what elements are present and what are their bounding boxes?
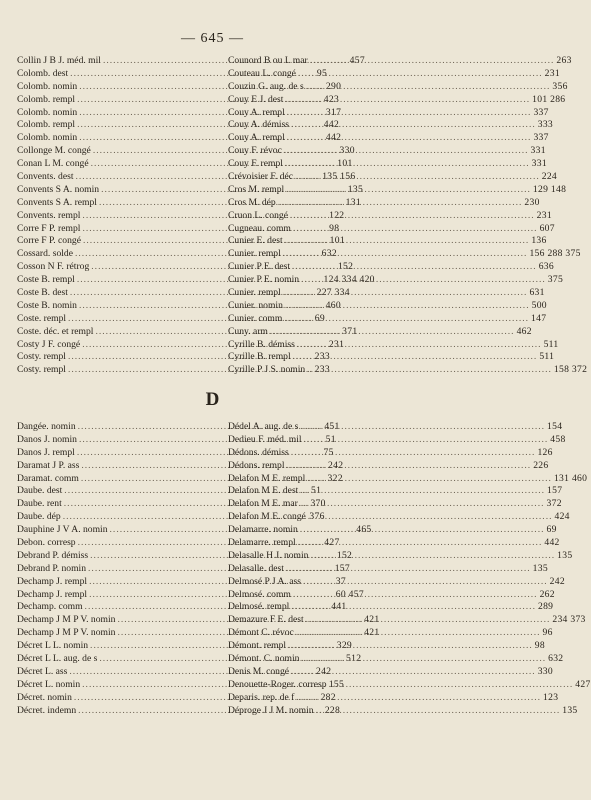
entry-page-refs: 370	[310, 498, 326, 510]
index-entry	[228, 80, 568, 94]
entry-name: Delamarre. rempl	[228, 537, 296, 549]
index-entry	[228, 274, 564, 287]
dot-leader	[296, 627, 541, 640]
index-entry	[228, 351, 555, 364]
index-entry	[228, 261, 554, 274]
entry-page-refs: 158 372	[553, 364, 588, 376]
dot-leader	[287, 107, 532, 120]
entry-page-refs: 442	[325, 132, 342, 144]
entry-page-refs: 96	[542, 627, 553, 639]
entry-name: Cyrille B. rempl	[228, 351, 291, 363]
dot-leader	[304, 434, 549, 447]
dot-leader	[285, 158, 530, 171]
entry-name: Décret. indemn	[17, 704, 77, 716]
dot-leader	[284, 313, 529, 326]
entry-name: Collonge M. congé	[17, 145, 91, 157]
entry-page-refs: 135	[532, 562, 548, 574]
entry-page-refs: 154	[547, 421, 563, 432]
index-entry	[228, 614, 586, 627]
index-entry	[228, 537, 560, 550]
entry-page-refs: 421	[364, 627, 380, 639]
index-entry	[228, 691, 559, 705]
entry-page-refs: 427	[324, 537, 340, 549]
entry-page-refs: 317	[325, 106, 342, 118]
entry-page-refs: 442	[323, 119, 340, 131]
entry-name: Cunier E. dest	[228, 235, 283, 247]
dot-leader	[288, 640, 533, 653]
index-entry	[228, 196, 540, 210]
dot-leader	[329, 679, 574, 692]
entry-page-refs: 51	[325, 433, 336, 445]
dot-leader	[287, 132, 532, 145]
dot-leader	[291, 447, 536, 460]
dot-leader	[286, 184, 531, 197]
entry-page-refs: 462	[516, 325, 532, 337]
entry-name: Crévoisier F. déc	[228, 171, 294, 183]
entry-name: Dedieu F. méd. mil	[228, 433, 302, 445]
entry-page-refs: 234 373	[552, 614, 586, 626]
index-entry	[228, 472, 588, 486]
dot-leader	[316, 705, 561, 718]
entry-page-refs: 337	[533, 132, 549, 144]
index-entry	[228, 93, 566, 107]
index-entry	[228, 421, 563, 434]
entry-page-refs: 135	[557, 549, 573, 561]
entry-name: Couy E J. dest	[228, 93, 284, 105]
entry-name: Coste. déc. et rempl	[17, 325, 94, 337]
entry-page-refs: 231	[328, 338, 345, 350]
dot-leader	[287, 460, 532, 473]
entry-name: Convents. dest	[17, 171, 74, 183]
index-entry	[228, 640, 545, 653]
index-entry	[228, 209, 552, 223]
entry-page-refs: 451	[324, 421, 340, 432]
index-column-top-right	[228, 55, 588, 377]
entry-page-refs: 37	[335, 575, 346, 587]
entry-page-refs: 101 286	[532, 93, 566, 105]
index-entry	[228, 158, 547, 171]
entry-name: Cunier P E. nomin	[228, 274, 300, 286]
entry-name: Cunier. rempl	[228, 287, 281, 299]
dot-leader	[286, 563, 531, 576]
entry-page-refs: 123	[543, 691, 559, 703]
entry-page-refs: 372	[546, 498, 562, 510]
dot-leader	[308, 511, 553, 524]
entry-page-refs: 375	[547, 274, 564, 286]
entry-name: Debon. corresp	[17, 537, 76, 549]
entry-page-refs: 511	[543, 338, 559, 350]
entry-name: Delafon M E. mar	[228, 498, 298, 510]
entry-page-refs: 329	[336, 640, 353, 652]
entry-name: Dechamp J. rempl	[17, 588, 88, 600]
entry-name: Démont. rempl	[228, 640, 287, 652]
entry-name: Delafon M E. congé	[228, 511, 306, 523]
entry-page-refs: 95	[316, 67, 328, 79]
index-entry	[228, 145, 546, 158]
entry-name: Démont. C. nomin	[228, 653, 300, 665]
dot-leader	[285, 235, 530, 248]
entry-name: Dechamp J. rempl	[17, 575, 88, 587]
entry-page-refs: 262	[539, 588, 555, 600]
dot-leader	[303, 576, 548, 589]
entry-name: Deparis. rep. de f	[228, 691, 295, 703]
index-entry	[228, 312, 547, 326]
entry-page-refs: 376	[309, 511, 325, 523]
entry-page-refs: 231	[536, 209, 552, 221]
entry-name: Costy. rempl	[17, 364, 66, 376]
index-entry	[228, 485, 563, 498]
entry-page-refs: 263	[556, 55, 572, 66]
entry-page-refs: 442	[544, 537, 560, 549]
entry-name: Daramat J P. ass	[17, 459, 80, 471]
entry-name: Décret L. ass	[17, 665, 68, 677]
entry-name: Décret L L. nomin	[17, 640, 89, 652]
dot-leader	[296, 692, 541, 705]
entry-name: Dechamp J M P V. nomin	[17, 614, 116, 626]
entry-name: Corre F P. rempl	[17, 222, 81, 234]
entry-page-refs: 101	[329, 235, 345, 247]
entry-page-refs: 124 334 420	[323, 274, 375, 286]
dot-leader	[291, 119, 536, 132]
index-entry	[228, 601, 554, 614]
dot-leader	[297, 339, 542, 352]
entry-page-refs: 632	[548, 653, 564, 665]
entry-name: Cuny. arm	[228, 325, 268, 337]
index-entry	[228, 665, 553, 679]
entry-name: Dechamp J M P V. nomin	[17, 627, 116, 639]
index-entry	[228, 524, 557, 537]
dot-leader	[291, 601, 536, 614]
entry-name: Costy. rempl	[17, 351, 66, 363]
entry-name: Delasalle. dest	[228, 562, 284, 574]
index-entry	[228, 235, 547, 248]
entry-name: Couzin G. aug. de s	[228, 80, 304, 92]
entry-name: Corre F P. congé	[17, 235, 81, 247]
dot-leader	[310, 55, 555, 68]
entry-name: Daramat. comm	[17, 472, 79, 484]
entry-name: Delamarre. nomin	[228, 524, 298, 536]
entry-name: Delafon M E. dest	[228, 485, 299, 497]
entry-name: Dauphine J V A. nomin	[17, 524, 108, 536]
index-entry	[228, 459, 549, 473]
entry-page-refs: 152	[337, 261, 354, 273]
entry-name: Danos J. nomin	[17, 433, 77, 445]
entry-name: Counord B ou I. mar	[228, 55, 308, 66]
entry-page-refs: 242	[316, 665, 332, 677]
entry-name: Delmosé P J A. ass	[228, 575, 301, 587]
entry-name: Denouette-Roger. corresp	[228, 678, 327, 690]
entry-page-refs: 337	[533, 106, 549, 118]
entry-page-refs: 157	[547, 485, 563, 497]
entry-page-refs: 511	[539, 351, 555, 363]
dot-leader	[301, 274, 546, 287]
entry-name: Danos J. rempl	[17, 446, 75, 458]
entry-page-refs: 371	[342, 325, 358, 337]
entry-name: Coste B. rempl	[17, 274, 75, 286]
entry-page-refs: 98	[329, 222, 340, 234]
entry-page-refs: 224	[541, 171, 558, 183]
dot-leader	[293, 223, 538, 236]
dot-leader	[295, 171, 540, 184]
entry-name: Colomb. rempl	[17, 93, 76, 105]
entry-name: Coste B. nomin	[17, 299, 77, 311]
entry-page-refs: 233	[314, 351, 330, 363]
entry-name: Denis M. congé	[228, 665, 290, 677]
entry-page-refs: 226	[533, 459, 549, 471]
index-entry	[228, 588, 555, 602]
dot-leader	[298, 68, 543, 81]
entry-name: Debrand P. démiss	[17, 549, 89, 561]
index-entry	[228, 575, 565, 589]
index-entry	[228, 511, 570, 524]
entry-page-refs: 465	[356, 524, 372, 536]
entry-page-refs: 69	[546, 524, 557, 536]
entry-page-refs: 122	[329, 209, 345, 221]
entry-name: Dangée. nomin	[17, 421, 76, 432]
index-entry	[228, 55, 572, 68]
dot-leader	[300, 498, 545, 511]
entry-name: Dédons. démiss	[228, 446, 289, 458]
index-entry	[228, 119, 554, 132]
entry-page-refs: 126	[537, 446, 553, 458]
entry-name: Dédel A. aug. de s	[228, 421, 299, 432]
entry-page-refs: 330	[537, 665, 553, 677]
entry-name: Colomb. nomin	[17, 132, 78, 144]
index-entry	[228, 704, 578, 718]
index-entry	[228, 653, 564, 666]
entry-name: Cunier. nomin	[228, 299, 283, 311]
index-entry	[228, 171, 558, 184]
entry-name: Colomb. nomin	[17, 106, 78, 118]
entry-name: Delmosé. comm	[228, 588, 291, 600]
entry-page-refs: 231	[544, 67, 560, 79]
dot-leader	[300, 524, 545, 537]
entry-page-refs: 441	[331, 601, 347, 613]
entry-page-refs: 242	[328, 459, 344, 471]
entry-name: Debrand P. nomin	[17, 562, 87, 574]
entry-page-refs: 135	[562, 704, 578, 716]
index-entry	[228, 364, 588, 377]
entry-page-refs: 631	[529, 287, 545, 299]
entry-page-refs: 331	[530, 145, 546, 157]
entry-page-refs: 135	[347, 183, 364, 195]
entry-name: Cruon L. congé	[228, 209, 288, 221]
dot-leader	[270, 326, 515, 339]
index-entry	[228, 67, 560, 81]
dot-leader	[285, 94, 530, 107]
index-entry	[228, 325, 532, 339]
entry-name: Cyrille B. démiss	[228, 338, 295, 350]
entry-page-refs: 75	[323, 446, 334, 458]
entry-name: Décret L L. aug. de s	[17, 653, 98, 665]
dot-leader	[300, 421, 545, 434]
entry-page-refs: 457	[349, 55, 365, 66]
entry-page-refs: 242	[549, 575, 565, 587]
entry-name: Conan L M. congé	[17, 158, 89, 170]
entry-page-refs: 500	[531, 299, 547, 311]
dot-leader	[293, 351, 538, 364]
entry-page-refs: 147	[531, 312, 547, 324]
entry-name: Coste. rempl	[17, 312, 67, 324]
index-entry	[228, 248, 581, 261]
entry-name: Collin J B J. méd. mil	[17, 55, 101, 66]
entry-name: Daube. rent	[17, 498, 62, 510]
entry-page-refs: 60 457	[335, 588, 364, 600]
entry-page-refs: 322	[327, 472, 343, 484]
entry-name: Cyrille P J S. nomin	[228, 364, 306, 376]
entry-page-refs: 512	[346, 653, 362, 665]
entry-page-refs: 331	[531, 158, 547, 170]
entry-page-refs: 152	[336, 549, 353, 561]
entry-name: Cunier. comm	[228, 312, 283, 324]
entry-page-refs: 227 334	[316, 287, 350, 299]
index-entry	[228, 549, 573, 563]
index-entry	[228, 287, 545, 300]
page-number: — 645 —	[181, 31, 244, 46]
dot-leader	[310, 550, 555, 563]
dot-leader	[301, 653, 546, 666]
entry-page-refs: 423	[323, 93, 340, 105]
dot-leader	[283, 287, 528, 300]
dot-leader	[283, 248, 528, 261]
entry-name: Couy F. révoc	[228, 145, 282, 157]
entry-name: Dédons. rempl	[228, 459, 285, 471]
entry-name: Demazure F E. dest	[228, 614, 304, 626]
entry-page-refs: 233	[314, 364, 330, 376]
entry-name: Delafon M E. rempl	[228, 472, 306, 484]
dot-leader	[306, 81, 551, 94]
entry-name: Couteau L. congé	[228, 67, 296, 79]
dot-leader	[278, 197, 523, 210]
entry-name: Cossard. solde	[17, 248, 73, 260]
index-entry	[228, 498, 562, 511]
entry-page-refs: 157	[334, 562, 350, 574]
dot-leader	[306, 614, 551, 627]
entry-name: Delmosé. rempl	[228, 601, 290, 613]
index-entry	[228, 183, 567, 197]
entry-page-refs: 289	[537, 601, 554, 613]
entry-name: Dechamp. comm	[17, 601, 83, 613]
entry-page-refs: 131 460	[553, 472, 588, 484]
entry-page-refs: 230	[524, 196, 540, 208]
entry-name: Coste B. dest	[17, 287, 68, 299]
index-entry	[228, 338, 559, 352]
entry-page-refs: 427	[575, 678, 591, 690]
dot-leader	[293, 589, 538, 602]
index-entry	[228, 446, 553, 460]
entry-page-refs: 607	[539, 222, 555, 234]
entry-name: Cunier P E. dest	[228, 261, 290, 273]
entry-page-refs: 69	[314, 312, 325, 324]
entry-name: Couy A. démiss	[228, 119, 290, 131]
entry-name: Couy A. rempl	[228, 106, 285, 118]
entry-page-refs: 424	[554, 511, 570, 523]
entry-name: Cros M. dép	[228, 196, 276, 208]
entry-name: Démont C. révoc	[228, 627, 294, 639]
entry-page-refs: 282	[320, 691, 336, 703]
entry-page-refs: 460	[325, 299, 341, 311]
entry-page-refs: 51	[310, 485, 322, 497]
index-column-d-right	[228, 421, 591, 717]
index-entry	[228, 106, 549, 120]
index-entry	[228, 299, 547, 313]
entry-name: Convents S A. rempl	[17, 196, 97, 208]
entry-name: Cunier. rempl	[228, 248, 281, 260]
entry-page-refs: 356	[552, 80, 568, 92]
entry-page-refs: 330	[339, 145, 355, 157]
entry-name: Couy A. rempl	[228, 132, 285, 144]
index-entry	[228, 678, 591, 692]
entry-name: Colomb. dest	[17, 67, 69, 79]
dot-leader	[292, 261, 537, 274]
entry-page-refs: 135 156	[322, 171, 356, 183]
section-letter-heading: D	[205, 389, 220, 410]
entry-page-refs: 101	[337, 158, 353, 170]
entry-name: Décret. nomin	[17, 691, 72, 703]
entry-name: Couy F. rempl	[228, 158, 283, 170]
dot-leader	[307, 364, 552, 377]
entry-page-refs: 421	[364, 614, 380, 626]
dot-leader	[290, 210, 535, 223]
entry-page-refs: 632	[321, 248, 337, 260]
entry-page-refs: 136	[531, 235, 547, 247]
entry-name: Convents. rempl	[17, 209, 81, 221]
entry-name: Daube. dép	[17, 511, 61, 523]
dot-leader	[285, 300, 530, 313]
index-entry	[228, 222, 555, 236]
dot-leader	[300, 485, 545, 498]
entry-page-refs: 131	[345, 196, 361, 208]
entry-name: Colomb. nomin	[17, 80, 78, 92]
index-entry	[228, 627, 553, 640]
entry-name: Cosson N F. rétrog	[17, 261, 90, 273]
entry-page-refs: 333	[537, 119, 554, 131]
entry-name: Cugneau. comm	[228, 222, 291, 234]
entry-page-refs: 228	[324, 704, 341, 716]
dot-leader	[298, 537, 543, 550]
entry-name: Costy J F. congé	[17, 338, 81, 350]
index-entry	[228, 562, 548, 576]
entry-name: Convents S A. nomin	[17, 183, 100, 195]
dot-leader	[307, 473, 552, 486]
entry-page-refs: 98	[534, 640, 545, 652]
entry-page-refs: 129 148	[532, 183, 567, 195]
entry-name: Delasalle H J. nomin	[228, 549, 309, 561]
index-entry	[228, 132, 549, 145]
entry-page-refs: 458	[550, 433, 566, 445]
entry-page-refs: 636	[538, 261, 554, 273]
entry-page-refs: 156 288 375	[529, 248, 581, 260]
entry-name: Daube. dest	[17, 485, 63, 497]
index-entry	[228, 433, 566, 447]
entry-name: Cros M. rempl	[228, 183, 285, 195]
dot-leader	[284, 145, 529, 158]
entry-page-refs: 155	[328, 678, 345, 690]
entry-name: Déproge J J M. nomin	[228, 704, 314, 716]
entry-name: Colomb. rempl	[17, 119, 76, 131]
dot-leader	[291, 666, 536, 679]
entry-name: Décret L. nomin	[17, 678, 81, 690]
entry-page-refs: 290	[325, 80, 342, 92]
